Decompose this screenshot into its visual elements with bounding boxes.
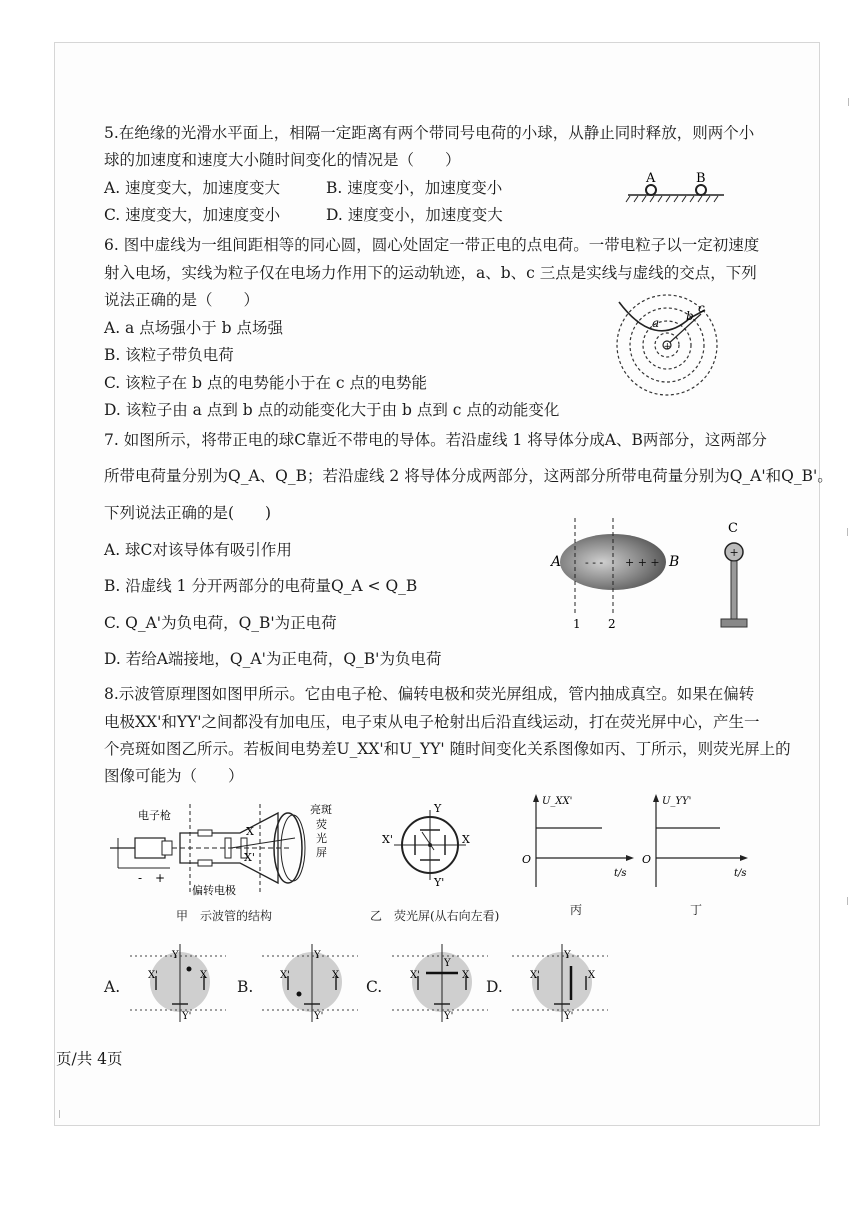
svg-text:X': X' — [410, 970, 420, 981]
svg-text:X': X' — [244, 851, 255, 864]
svg-text:+ + +: + + + — [625, 556, 660, 569]
q5-stem-line1: 5.在绝缘的光滑水平面上，相隔一定距离有两个带同号电荷的小球，从静止同时释放，则两个小 — [104, 124, 755, 142]
q8-choice-d-label: D. — [486, 978, 503, 996]
svg-text:b: b — [686, 309, 694, 323]
svg-text:X: X — [246, 825, 254, 838]
svg-text:+: + — [729, 546, 739, 559]
q7-option-a: A. 球C对该导体有吸引作用 — [104, 541, 292, 559]
q5-figure — [624, 170, 728, 208]
svg-text:X: X — [462, 833, 470, 846]
q5-stem-line2: 球的加速度和速度大小随时间变化的情况是（ ） — [104, 151, 461, 169]
svg-text:c: c — [698, 301, 705, 315]
svg-text:Y': Y' — [182, 1011, 192, 1022]
q8-choice-c-label: C. — [366, 978, 383, 996]
ball-b-label: B — [696, 171, 706, 186]
q8-figure-jia — [100, 798, 370, 898]
q5-option-b: B. 速度变小，加速度变小 — [326, 179, 503, 197]
q8-figure-ding — [638, 792, 758, 892]
svg-text:Y': Y' — [434, 876, 445, 889]
svg-text:Y: Y — [444, 958, 451, 969]
q8-figure-yi — [382, 800, 472, 890]
svg-text:X': X' — [280, 970, 290, 981]
svg-text:-: - — [138, 871, 143, 885]
q7-stem-line2: 所带电荷量分别为Q_A、Q_B；若沿虚线 2 将导体分成两部分，这两部分所带电荷量分别为Q_A'和Q_B'。 — [104, 467, 833, 485]
svg-text:C: C — [728, 521, 738, 536]
svg-text:- - -: - - - — [585, 556, 604, 569]
q8-choice-b-label: B. — [237, 978, 254, 996]
q7-stem-line3: 下列说法正确的是( ) — [104, 504, 272, 522]
q6-option-b: B. 该粒子带负电荷 — [104, 346, 234, 364]
svg-text:X: X — [462, 970, 470, 981]
svg-text:B: B — [669, 554, 680, 570]
q8-stem-line2: 电极XX'和YY'之间都没有加电压，电子束从电子枪射出后沿直线运动，打在荧光屏中心，产生一 — [104, 713, 760, 731]
svg-text:Y': Y' — [444, 1011, 454, 1022]
q8-choice-d-screen — [508, 944, 612, 1022]
ball-b-icon — [696, 185, 706, 195]
svg-text:X: X — [332, 970, 340, 981]
svg-text:U_YY': U_YY' — [662, 796, 692, 807]
svg-text:X': X' — [148, 970, 158, 981]
q8-choice-c-screen — [388, 944, 492, 1022]
q6-stem-line3: 说法正确的是（ ） — [104, 291, 260, 309]
q8-stem-line1: 8.示波管原理图如图甲所示。它由电子枪、偏转电极和荧光屏组成，管内抽成真空。如果在偏转 — [104, 685, 755, 703]
scan-mark — [848, 98, 849, 106]
scan-mark — [59, 1110, 60, 1118]
svg-text:Y: Y — [434, 802, 442, 815]
q8-caption-jia: 甲 示波管的结构 — [176, 909, 273, 923]
q6-figure — [605, 290, 725, 402]
q6-stem-line2: 射入电场，实线为粒子仅在电场力作用下的运动轨迹，a、b、c 三点是实线与虚线的交点，下列 — [104, 264, 757, 282]
svg-text:Y: Y — [314, 950, 321, 961]
svg-text:X': X' — [530, 970, 540, 981]
svg-text:+: + — [663, 342, 672, 352]
q8-choice-b-screen — [258, 944, 362, 1022]
q6-stem-line1: 6. 图中虚线为一组间距相等的同心圆，圆心处固定一带正电的点电荷。一带电粒子以一定初速度 — [104, 236, 760, 254]
svg-text:t/s: t/s — [734, 868, 747, 879]
q7-option-d: D. 若给A端接地，Q_A'为正电荷，Q_B'为负电荷 — [104, 650, 442, 668]
svg-text:U_XX': U_XX' — [542, 796, 573, 807]
svg-text:1: 1 — [573, 617, 581, 631]
svg-text:Y: Y — [564, 950, 571, 961]
svg-text:X: X — [200, 970, 208, 981]
ball-a-label: A — [646, 171, 656, 186]
q8-figure-bing — [518, 792, 638, 892]
q5-option-d: D. 速度变小，加速度变大 — [326, 206, 503, 224]
q7-stem-line1: 7. 如图所示，将带正电的球C靠近不带电的导体。若沿虚线 1 将导体分成A、B两部分，这两部分 — [104, 431, 767, 449]
q8-caption-yi: 乙 荧光屏(从右向左看) — [370, 909, 500, 923]
svg-text:屏: 屏 — [316, 846, 327, 859]
q8-choice-a-screen — [126, 944, 230, 1022]
svg-text:O: O — [642, 853, 652, 866]
svg-text:光: 光 — [316, 832, 327, 845]
svg-text:2: 2 — [608, 617, 616, 631]
scan-mark — [847, 897, 848, 905]
svg-text:荧: 荧 — [316, 818, 327, 831]
q7-option-c: C. Q_A'为负电荷，Q_B'为正电荷 — [104, 614, 337, 632]
svg-text:Y': Y' — [314, 1011, 324, 1022]
q6-option-a: A. a 点场强小于 b 点场强 — [104, 319, 283, 337]
svg-text:Y': Y' — [564, 1011, 574, 1022]
svg-text:X: X — [588, 970, 596, 981]
svg-text:Y: Y — [172, 950, 179, 961]
q8-stem-line4: 图像可能为（ ） — [104, 767, 244, 785]
q8-stem-line3: 个亮斑如图乙所示。若板间电势差U_XX'和U_YY' 随时间变化关系图像如丙、丁所示，则荧光屏上的 — [104, 740, 791, 758]
bright-spot — [428, 843, 432, 847]
svg-text:电子枪: 电子枪 — [138, 809, 171, 822]
q6-option-c: C. 该粒子在 b 点的电势能小于在 c 点的电势能 — [104, 374, 427, 392]
ball-a-icon — [646, 185, 656, 195]
page-footer: 页/共 4页 — [56, 1050, 123, 1068]
q8-caption-bing: 丙 — [570, 903, 583, 917]
svg-text:O: O — [522, 853, 532, 866]
svg-text:t/s: t/s — [614, 868, 627, 879]
svg-text:a: a — [652, 316, 660, 330]
q7-option-b: B. 沿虚线 1 分开两部分的电荷量Q_A < Q_B — [104, 577, 418, 595]
svg-text:偏转电极: 偏转电极 — [192, 884, 236, 897]
q6-option-d: D. 该粒子由 a 点到 b 点的动能变化大于由 b 点到 c 点的动能变化 — [104, 401, 560, 419]
svg-text:A: A — [551, 554, 562, 570]
svg-text:X': X' — [382, 833, 393, 846]
q8-caption-ding: 丁 — [690, 903, 703, 917]
q5-option-a: A. 速度变大，加速度变大 — [104, 179, 281, 197]
svg-text:亮斑: 亮斑 — [310, 803, 332, 816]
q5-option-c: C. 速度变大，加速度变小 — [104, 206, 281, 224]
q8-choice-a-label: A. — [104, 978, 121, 996]
q7-figure — [545, 516, 765, 634]
svg-text:+: + — [155, 871, 166, 885]
scan-mark — [847, 528, 848, 536]
